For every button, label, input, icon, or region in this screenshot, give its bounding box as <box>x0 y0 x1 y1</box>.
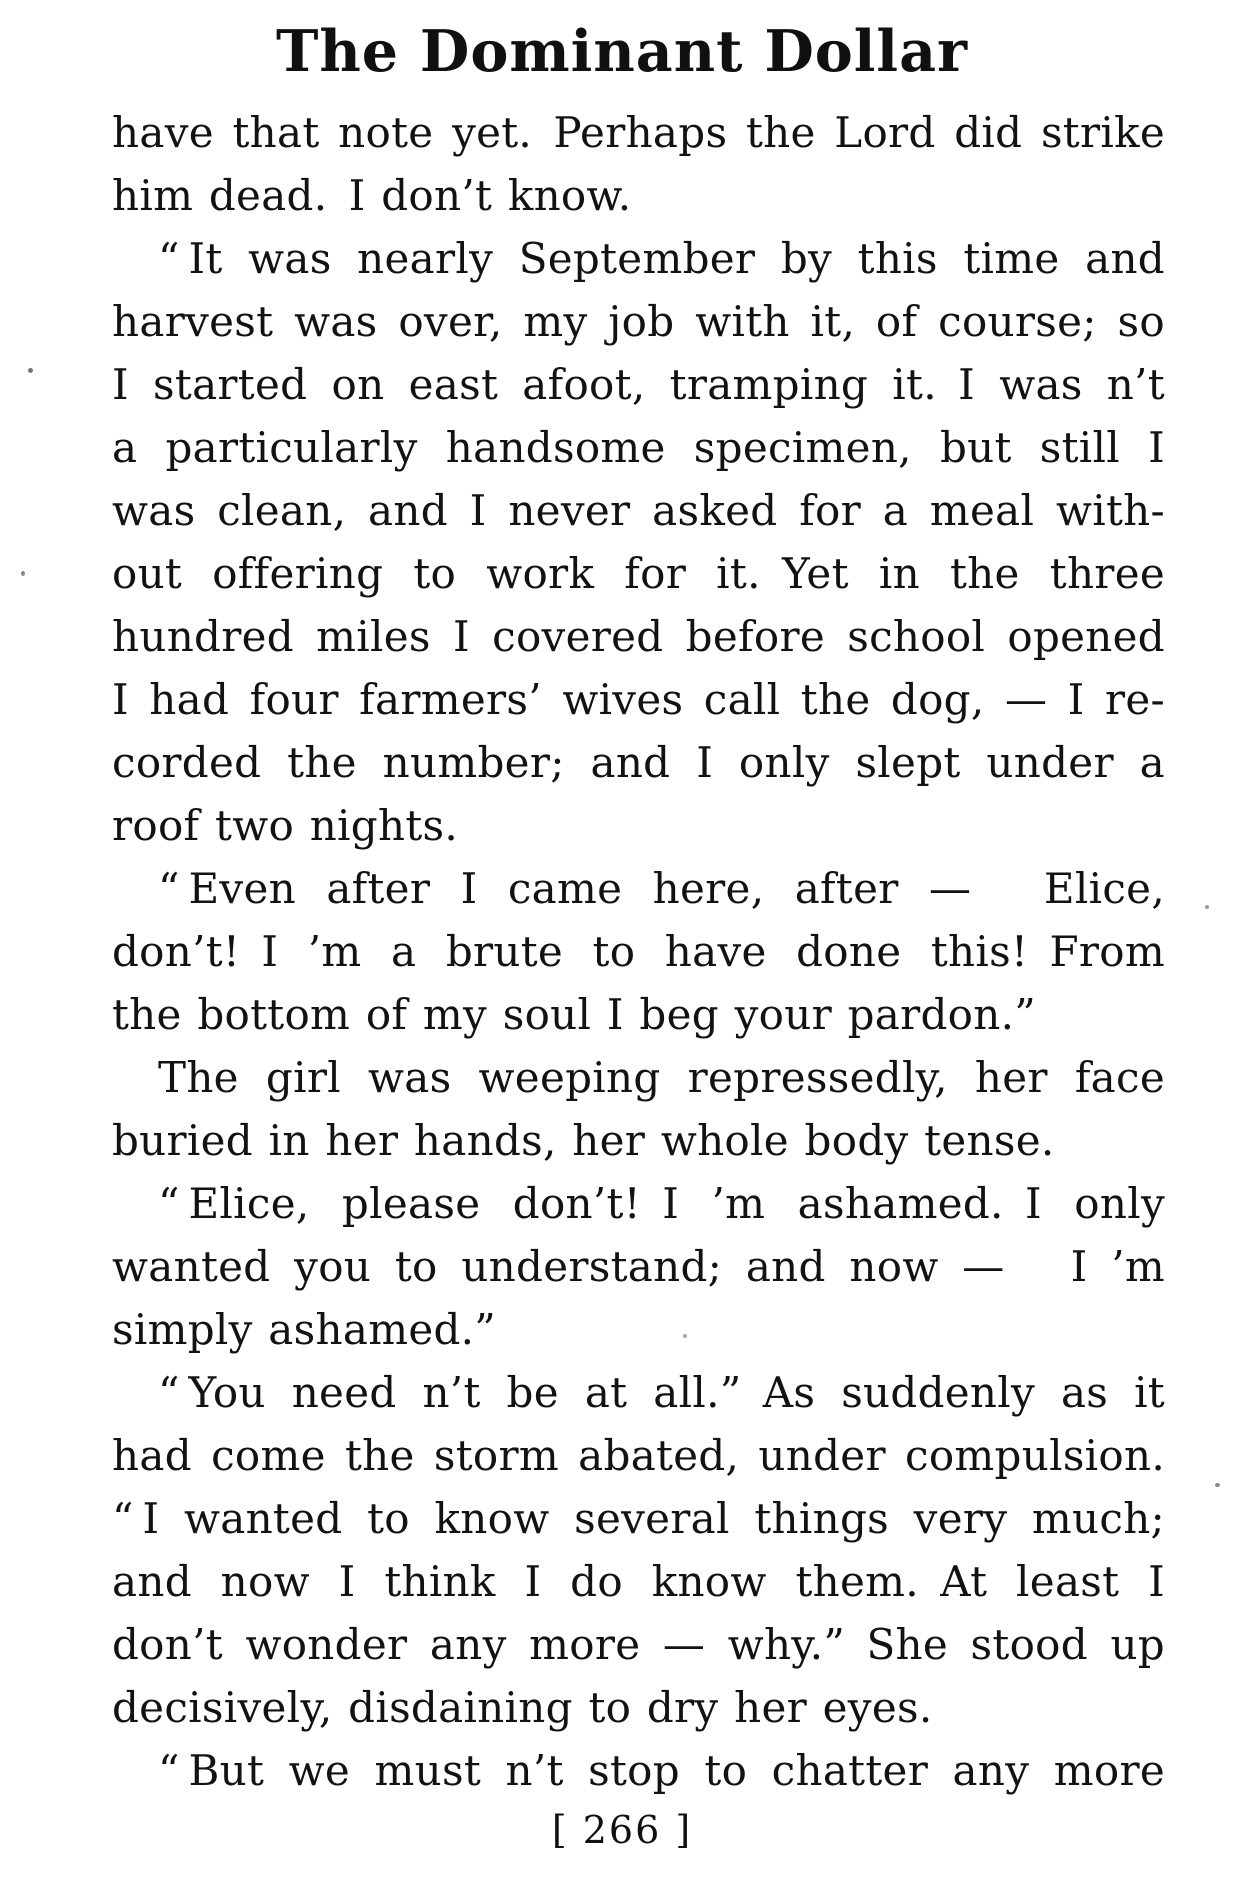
text-line: “ Even after I came here, after — Elice, <box>158 864 1165 913</box>
text-line: the bottom of my soul I beg your pardon.” <box>112 990 1037 1039</box>
scan-speck <box>1205 905 1209 909</box>
paragraph <box>112 1739 1165 1802</box>
body-text <box>112 101 1165 1802</box>
paragraph <box>112 1046 1165 1172</box>
paragraph <box>112 101 1165 227</box>
text-line: a particularly handsome specimen, but still I <box>112 423 1165 472</box>
text-line: “ But we must n’t stop to chatter any more <box>158 1746 1165 1795</box>
text-line: simply ashamed.” <box>112 1305 497 1354</box>
page-number: [ 266 ] <box>551 1808 693 1852</box>
text-line: I had four farmers’ wives call the dog, — I re- <box>112 675 1165 724</box>
text-line: have that note yet. Perhaps the Lord did strike <box>112 108 1165 157</box>
text-line: was clean, and I never asked for a meal with- <box>112 486 1165 535</box>
text-line: “ You need n’t be at all.” As suddenly as it <box>158 1368 1165 1417</box>
text-line: him dead. I don’t know. <box>112 171 632 220</box>
text-line: “ I wanted to know several things very much; <box>112 1494 1165 1543</box>
text-line: and now I think I do know them. At least I <box>112 1557 1165 1606</box>
scan-speck <box>28 368 33 373</box>
paragraph <box>112 1361 1165 1739</box>
text-line: buried in her hands, her whole body tense. <box>112 1116 1055 1165</box>
text-line: don’t wonder any more — why.” She stood up <box>112 1620 1165 1669</box>
page-title: The Dominant Dollar <box>275 18 969 85</box>
text-line: roof two nights. <box>112 801 459 850</box>
text-line: don’t! I ’m a brute to have done this! From <box>112 927 1165 976</box>
paragraph <box>112 1172 1165 1361</box>
scan-speck <box>21 571 25 576</box>
text-line: The girl was weeping repressedly, her face <box>158 1053 1165 1102</box>
scan-speck <box>683 1334 687 1338</box>
paragraph <box>112 227 1165 857</box>
text-line: had come the storm abated, under compulsion. <box>112 1431 1165 1480</box>
text-line: I started on east afoot, tramping it. I was n’t <box>112 360 1165 409</box>
text-line: hundred miles I covered before school opened <box>112 612 1165 661</box>
text-line: out offering to work for it. Yet in the three <box>112 549 1165 598</box>
text-line: decisively, disdaining to dry her eyes. <box>112 1683 933 1732</box>
text-line: corded the number; and I only slept under a <box>112 738 1165 787</box>
text-line: “ It was nearly September by this time and <box>158 234 1165 283</box>
paragraph <box>112 857 1165 1046</box>
scan-speck <box>1215 1483 1220 1487</box>
text-line: “ Elice, please don’t! I ’m ashamed. I only <box>158 1179 1165 1228</box>
text-line: wanted you to understand; and now — I ’m <box>112 1242 1165 1291</box>
text-line: harvest was over, my job with it, of course; so <box>112 297 1165 346</box>
